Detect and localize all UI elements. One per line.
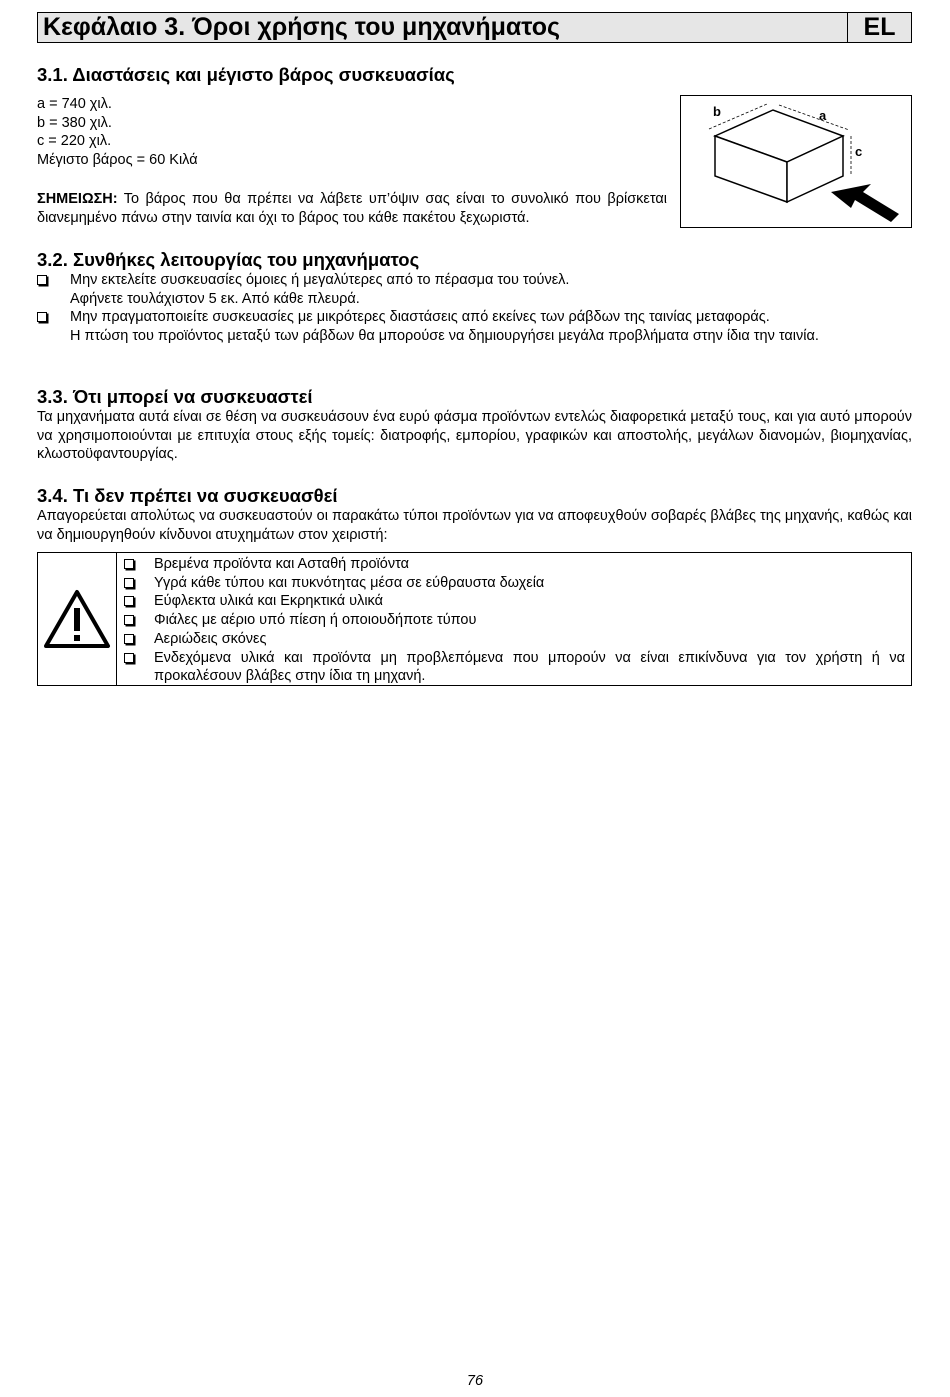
prohibited-items-list [117, 553, 911, 685]
prohibited-items-table [37, 552, 912, 686]
checkbox-bullet-icon [124, 634, 134, 644]
list-item-text: Αφήνετε τουλάχιστον 5 εκ. Από κάθε πλευρά. [70, 290, 360, 307]
note-label: ΣΗΜΕΙΩΣΗ: [37, 191, 118, 207]
list-item [37, 271, 912, 308]
list-item-text: Μην εκτελείτε συσκευασίες όμοιες ή μεγαλύτερες από το πέρασμα του τούνελ. [70, 272, 570, 288]
dimension-c: c = 220 χιλ. [37, 133, 112, 150]
section-3-2-title: 3.2. Συνθήκες λειτουργίας του μηχανήματος [37, 249, 420, 270]
section-3-3-text: Τα μηχανήματα αυτά είναι σε θέση να συσκευάσουν ένα ευρύ φάσμα προϊόντων εντελώς διαφορετικά μεταξύ τους, και για αυτό μπορούν να χρησιμοποιούνται με επιτυχία στους εξής τομείς: διατροφής, εμπορίου, γραφικών και αποστολής, μεγάλων διανομών, βιομηχανίας, κλωστοϋφαντουργίας. [37, 409, 912, 463]
label-c: c [855, 144, 863, 159]
list-item-text: Εύφλεκτα υλικά και Εκρηκτικά υλικά [154, 593, 383, 610]
dimension-a: a = 740 χιλ. [37, 96, 112, 112]
list-item [124, 649, 905, 686]
list-item-text: Η πτώση του προϊόντος μεταξύ των ράβδων θα μπορούσε να δημιουργήσει μεγάλα προβλήματα στην ίδια την ταινία. [70, 328, 819, 345]
checkbox-bullet-icon [124, 578, 134, 588]
note-text: Το βάρος που θα πρέπει να λάβετε υπ’όψιν σας είναι το συνολικό που βρίσκεται διανεμημένο πάνω στην ταινία και όχι το βάρος του κάθε πακέτου ξεχωριστά. [37, 191, 667, 226]
section-3-4-title: 3.4. Τι δεν πρέπει να συσκευασθεί [37, 485, 338, 506]
operating-conditions-list [37, 271, 912, 346]
chapter-header [37, 12, 912, 43]
checkbox-bullet-icon [124, 653, 134, 663]
checkbox-bullet-icon [37, 312, 47, 322]
list-item [124, 574, 905, 593]
list-item-text: Μην πραγματοποιείτε συσκευασίες με μικρότερες διαστάσεις από εκείνες των ράβδων της ταινίας μεταφοράς. [70, 309, 770, 326]
section-3-3-title: 3.3. Ότι μπορεί να συσκευαστεί [37, 386, 313, 407]
list-item [124, 611, 905, 630]
list-item-text: Αεριώδεις σκόνες [154, 630, 267, 647]
page-number: 76 [466, 1373, 484, 1389]
section-3-1-title: 3.1. Διαστάσεις και μέγιστο βάρος συσκευασίας [37, 64, 455, 85]
warning-triangle-icon [43, 589, 111, 649]
list-item-text: Ενδεχόμενα υλικά και προϊόντα μη προβλεπόμενα που μπορούν να είναι επικίνδυνα για τον χρήστη ή να προκαλέσουν βλάβες στην ίδια τη μηχανή. [154, 649, 905, 685]
list-item-text: Φιάλες με αέριο υπό πίεση ή οποιουδήποτε τύπου [154, 612, 477, 629]
checkbox-bullet-icon [37, 275, 47, 285]
list-item [124, 630, 905, 649]
list-item [124, 555, 905, 574]
package-dimensions-figure [680, 95, 912, 228]
box-diagram [681, 96, 911, 227]
warning-cell [38, 553, 117, 685]
section-3-4-text: Απαγορεύεται απολύτως να συσκευαστούν οι παρακάτω τύποι προϊόντων για να αποφευχθούν σοβαρές βλάβες της μηχανής, καθώς και να δημιουργηθούν κίνδυνοι ατυχημάτων στον χειριστή: [37, 508, 912, 543]
list-item [124, 592, 905, 611]
weight-note [37, 190, 667, 227]
label-b: b [713, 104, 721, 119]
checkbox-bullet-icon [124, 596, 134, 606]
list-item [37, 308, 912, 345]
dimension-b: b = 380 χιλ. [37, 114, 112, 131]
checkbox-bullet-icon [124, 559, 134, 569]
label-a: a [819, 108, 827, 123]
chapter-title: Κεφάλαιο 3. Όροι χρήσης του μηχανήματος [43, 13, 561, 41]
feed-direction-arrow-icon [831, 184, 899, 222]
list-item-text: Βρεμένα προϊόντα και Ασταθή προϊόντα [154, 556, 409, 572]
dimensions-list [37, 95, 198, 170]
list-item-text: Υγρά κάθε τύπου και πυκνότητας μέσα σε εύθραυστα δωχεία [154, 574, 545, 591]
checkbox-bullet-icon [124, 615, 134, 625]
max-weight: Μέγιστο βάρος = 60 Κιλά [37, 152, 198, 169]
language-code: EL [847, 13, 911, 42]
